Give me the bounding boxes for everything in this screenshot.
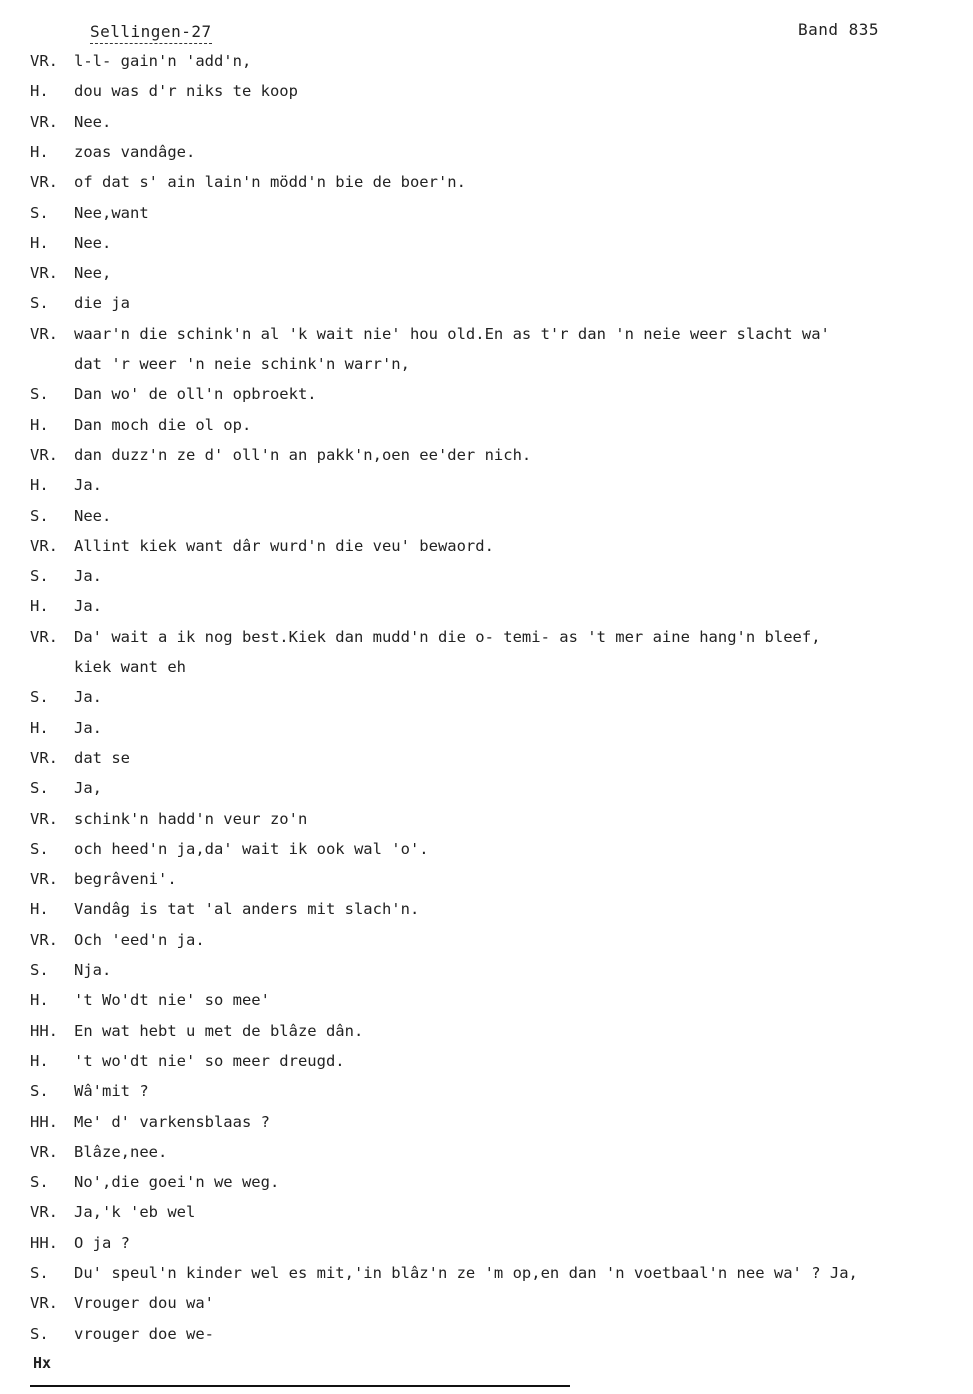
utterance-text: Nee. <box>74 506 112 525</box>
speaker-label: S. <box>30 1173 49 1192</box>
speaker-label: VR. <box>30 445 58 464</box>
speaker-label: S. <box>30 688 49 707</box>
utterance-text: Da' wait a ik nog best.Kiek dan mudd'n die o- temi- as 't mer aine hang'n bleef, <box>74 627 821 646</box>
speaker-label: H. <box>30 142 49 161</box>
speaker-label: S. <box>30 839 49 858</box>
utterance-text: Me' d' varkensblaas ? <box>74 1112 270 1131</box>
utterance-text: Ja. <box>74 567 102 586</box>
utterance-text: die ja <box>74 294 130 313</box>
speaker-label: VR. <box>30 627 58 646</box>
utterance-text: Nja. <box>74 961 112 979</box>
utterance-text: Ja. <box>74 718 102 737</box>
utterance-text: Nee. <box>74 233 112 252</box>
utterance-text: of dat s' ain lain'n mödd'n bie de boer'n. <box>74 173 466 192</box>
speaker-label: VR. <box>30 870 58 889</box>
speaker-label: VR. <box>30 1294 58 1313</box>
utterance-text: Ja. <box>74 476 102 495</box>
utterance-text: dan duzz'n ze d' oll'n an pakk'n,oen ee'der nich. <box>74 445 532 464</box>
transcript-continuation: dat 'r weer 'n neie schink'n warr'n, <box>74 355 410 373</box>
speaker-label: S. <box>30 567 49 586</box>
speaker-label: VR. <box>30 748 58 767</box>
speaker-label: S. <box>30 203 49 222</box>
speaker-label: VR. <box>30 930 58 949</box>
speaker-label: VR. <box>30 112 58 131</box>
speaker-label: VR. <box>30 264 58 283</box>
speaker-label: VR. <box>30 324 58 343</box>
utterance-text: Du' speul'n kinder wel es mit,'in blâz'n ze 'm op,en dan 'n voetbaal'n nee wa' ? Ja, <box>74 1264 858 1282</box>
utterance-text: Dan wo' de oll'n opbroekt. <box>74 385 317 404</box>
utterance-text: En wat hebt u met de blâze dân. <box>74 1021 364 1040</box>
speaker-label: S. <box>30 294 49 313</box>
utterance-text: Blâze,nee. <box>74 1142 168 1161</box>
speaker-label: H. <box>30 415 49 434</box>
speaker-label: H. <box>30 718 49 737</box>
speaker-label: S. <box>30 1264 49 1282</box>
speaker-label: H. <box>30 991 49 1010</box>
speaker-label: S. <box>30 961 49 979</box>
utterance-text: 't Wo'dt nie' so mee' <box>74 991 270 1010</box>
speaker-label: VR. <box>30 52 58 70</box>
utterance-text: Dan moch die ol op. <box>74 415 252 434</box>
speaker-label: VR. <box>30 173 58 192</box>
utterance-text: Nee, <box>74 264 112 283</box>
utterance-text: Allint kiek want dâr wurd'n die veu' bewaord. <box>74 536 494 555</box>
utterance-text: Nee. <box>74 112 112 131</box>
utterance-text: 't wo'dt nie' so meer dreugd. <box>74 1051 345 1070</box>
speaker-label: S. <box>30 1324 49 1343</box>
utterance-text: Nee,want <box>74 203 149 222</box>
speaker-label: H. <box>30 597 49 616</box>
band-number: Band 835 <box>798 20 880 39</box>
utterance-text: Och 'eed'n ja. <box>74 930 205 949</box>
speaker-label: VR. <box>30 809 58 828</box>
footer-mark: Hx <box>33 1354 52 1372</box>
transcript-continuation: kiek want eh <box>74 658 186 676</box>
utterance-text: begrâveni'. <box>74 870 177 889</box>
utterance-text: dat se <box>74 748 130 767</box>
utterance-text: Vandâg is tat 'al anders mit slach'n. <box>74 900 420 919</box>
speaker-label: S. <box>30 506 49 525</box>
utterance-text: Ja. <box>74 688 102 707</box>
speaker-label: VR. <box>30 1203 58 1222</box>
speaker-label: H. <box>30 476 49 495</box>
utterance-text: waar'n die schink'n al 'k wait nie' hou old.En as t'r dan 'n neie weer slacht wa' <box>74 324 830 343</box>
document-title: Sellingen-27 <box>90 22 212 41</box>
utterance-text: No',die goei'n we weg. <box>74 1173 280 1192</box>
utterance-text: Ja, <box>74 779 102 798</box>
speaker-label: S. <box>30 385 49 404</box>
speaker-label: H. <box>30 82 49 101</box>
utterance-text: dou was d'r niks te koop <box>74 82 298 101</box>
utterance-text: Vrouger dou wa' <box>74 1294 214 1313</box>
speaker-label: H. <box>30 1051 49 1070</box>
speaker-label: HH. <box>30 1112 58 1131</box>
utterance-text: Wâ'mit ? <box>74 1082 149 1101</box>
utterance-text: Ja,'k 'eb wel <box>74 1203 196 1222</box>
speaker-label: HH. <box>30 1021 58 1040</box>
utterance-text: schink'n hadd'n veur zo'n <box>74 809 308 828</box>
speaker-label: S. <box>30 779 49 798</box>
speaker-label: S. <box>30 1082 49 1101</box>
speaker-label: H. <box>30 900 49 919</box>
title-underline <box>90 43 212 44</box>
speaker-label: VR. <box>30 1142 58 1161</box>
utterance-text: vrouger doe we- <box>74 1324 214 1343</box>
utterance-text: l-l- gain'n 'add'n, <box>74 52 252 70</box>
utterance-text: Ja. <box>74 597 102 616</box>
speaker-label: H. <box>30 233 49 252</box>
utterance-text: zoas vandâge. <box>74 142 196 161</box>
bottom-rule <box>30 1385 570 1387</box>
speaker-label: HH. <box>30 1233 58 1252</box>
utterance-text: och heed'n ja,da' wait ik ook wal 'o'. <box>74 839 429 858</box>
speaker-label: VR. <box>30 536 58 555</box>
utterance-text: O ja ? <box>74 1233 130 1252</box>
